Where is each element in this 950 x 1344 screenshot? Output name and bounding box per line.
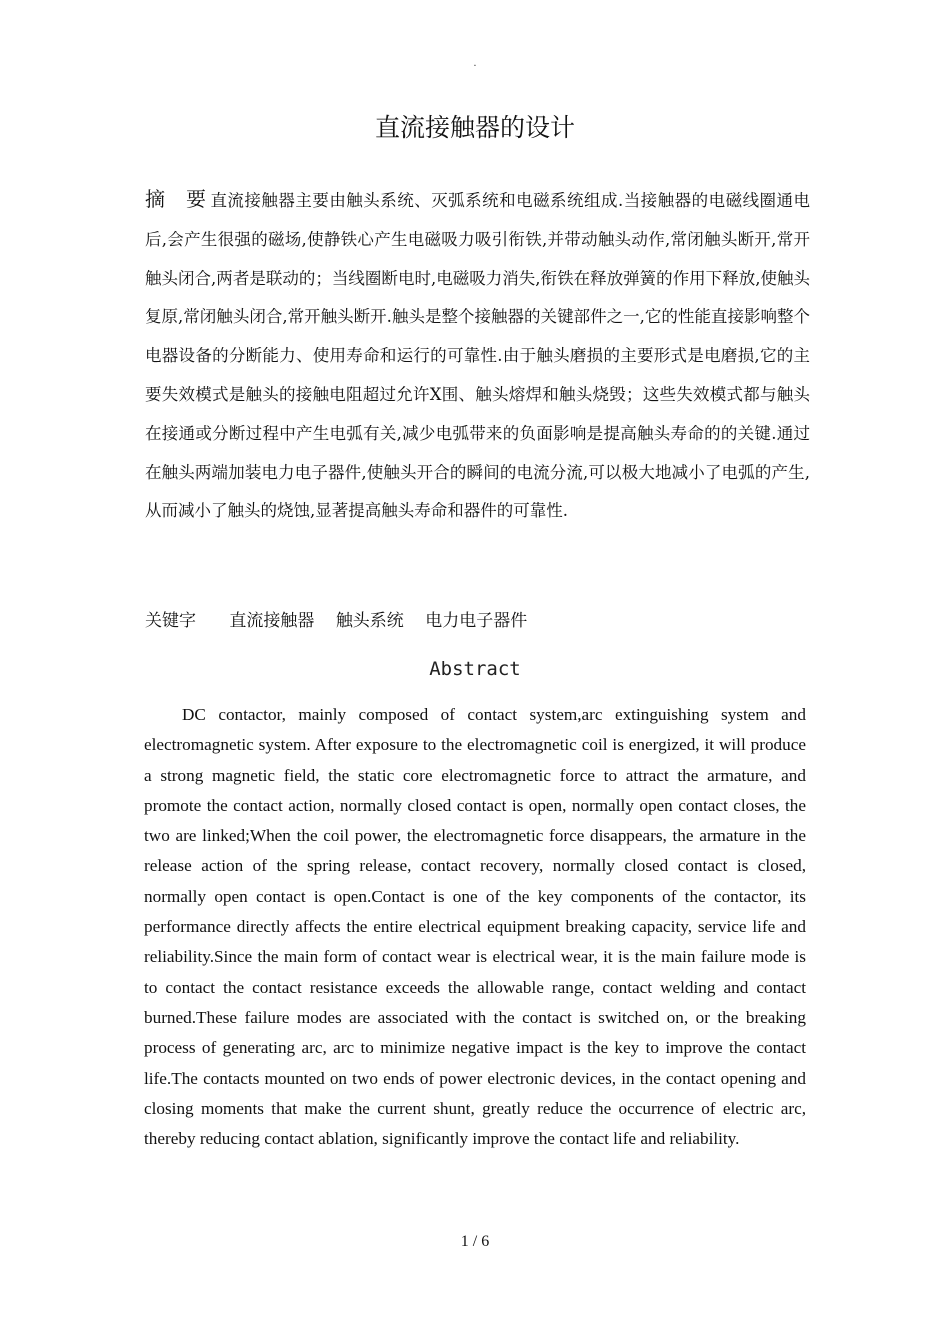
header-mark: . <box>473 58 477 69</box>
keyword-item: 电力电子器件 <box>425 611 528 631</box>
abstract-label: 摘 要 <box>145 187 207 211</box>
english-abstract-heading: Abstract <box>429 658 521 680</box>
chinese-abstract <box>145 180 810 531</box>
keywords-label: 关键字 <box>145 611 196 631</box>
keyword-item: 触头系统 <box>335 611 404 631</box>
keyword-item: 直流接触器 <box>229 611 315 631</box>
document-title: 直流接触器的设计 <box>374 113 575 142</box>
chinese-abstract-text: 直流接触器主要由触头系统、灭弧系统和电磁系统组成.当接触器的电磁线圈通电后,会产生很强的磁场,使静铁心产生电磁吸力吸引衔铁,并带动触头动作,常闭触头断开,常开触头闭合,两者是联动的；当线圈断电时,电磁吸力消失,衔铁在释放弹簧的作用下释放,使触头复原,常闭触头闭合,常开触头断开.触头是整个接触器的关键部件之一,它的性能直接影响整个电器设备的分断能力、使用寿命和运行的可靠性.由于触头磨损的主要形式是电磨损,它的主要失效模式是触头的接触电阻超过允许X围、触头熔焊和触头烧毁；这些失效模式都与触头在接通或分断过程中产生电弧有关,减少电弧带来的负面影响是提高触头寿命的的关键.通过在触头两端加装电力电子器件,使触头开合的瞬间的电流分流,可以极大地减小了电弧的产生,从而减小了触头的烧蚀,显著提高触头寿命和器件的可靠性. <box>145 191 811 521</box>
english-abstract-text: DC contactor, mainly composed of contact system,arc extinguishing system and electromagnetic system. After exposure to the electromagnetic coil is energized, it will produce a strong magnetic field, the static core electromagnetic force to attract the armature, and promote the contact action, normally closed contact is open, normally open contact closes, the two are linked;When the coil power, the electromagnetic force disappears, the armature in the release action of the spring release, contact recovery, normally closed contact is closed, normally open contact is open.Contact is one of the key components of the contactor, its performance directly affects the entire electrical equipment breaking capacity, service life and reliability.Since the main form of contact wear is electrical wear, it is the main failure mode is to contact the contact resistance exceeds the allowable range, contact welding and contact burned.These failure modes are associated with the contact is switched on, or the breaking process of generating arc, arc to minimize negative impact is the key to improve the contact life.The contacts mounted on two ends of power electronic devices, in the contact opening and closing moments that make the current shunt, greatly reduce the occurrence of electric arc, thereby reducing contact ablation, significantly improve the contact life and reliability. <box>144 705 806 1149</box>
page-number: 1 / 6 <box>460 1233 490 1250</box>
keywords-line <box>145 606 810 636</box>
